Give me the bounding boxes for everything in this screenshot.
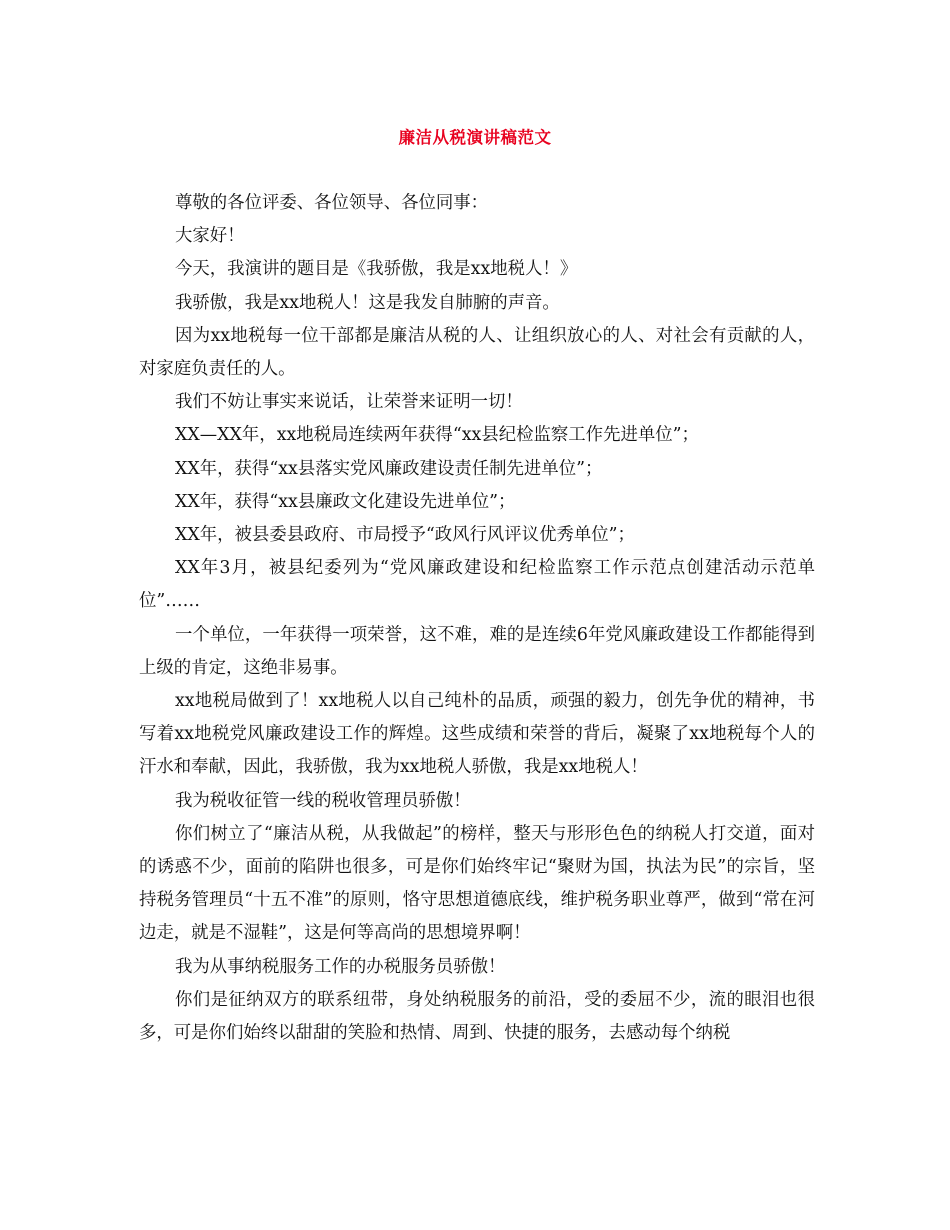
- paragraph: XX年3月，被县纪委列为“党风廉政建设和纪检监察工作示范点创建活动示范单位”……: [139, 558, 815, 612]
- paragraph: 我们不妨让事实来说话，让荣誉来证明一切！: [175, 392, 523, 413]
- document-body: [139, 187, 815, 1050]
- paragraph: 我为从事纳税服务工作的办税服务员骄傲！: [175, 956, 506, 977]
- paragraph: 大家好！: [175, 226, 245, 247]
- paragraph: xx地税局做到了！xx地税人以自己纯朴的品质，顽强的毅力，创先争优的精神，书写着xx地税党风廉政建设工作的辉煌。这些成绩和荣誉的背后，凝聚了xx地税每个人的汗水和奉献，因此，我骄傲，我为xx地税人骄傲，我是xx地税人！: [139, 691, 815, 778]
- paragraph: XX年，被县委县政府、市局授予“政风行风评议优秀单位”；: [175, 525, 635, 546]
- paragraph: XX—XX年，xx地税局连续两年获得“xx县纪检监察工作先进单位”；: [175, 425, 699, 446]
- paragraph: 今天，我演讲的题目是《我骄傲，我是xx地税人！》: [175, 259, 578, 280]
- paragraph: 我为税收征管一线的税收管理员骄傲！: [175, 790, 471, 811]
- paragraph: 尊敬的各位评委、各位领导、各位同事：: [175, 193, 489, 213]
- paragraph: 一个单位，一年获得一项荣誉，这不难，难的是连续6年党风廉政建设工作都能得到上级的肯定，这绝非易事。: [139, 624, 815, 678]
- paragraph: 因为xx地税每一位干部都是廉洁从税的人、让组织放心的人、对社会有贡献的人，对家庭负责任的人。: [139, 325, 815, 380]
- paragraph: 你们树立了“廉洁从税，从我做起”的榜样，整天与形形色色的纳税人打交道，面对的诱惑不少，面前的陷阱也很多，可是你们始终牢记“聚财为国，执法为民”的宗旨，坚持税务管理员“十五不准”的原则，恪守思想道德底线，维护税务职业尊严，做到“常在河边走，就是不湿鞋”，这是何等高尚的思想境界啊！: [139, 823, 815, 944]
- paragraph: 我骄傲，我是xx地税人！这是我发自肺腑的声音。: [175, 292, 560, 313]
- paragraph: XX年，获得“xx县廉政文化建设先进单位”；: [175, 491, 516, 512]
- paragraph: 你们是征纳双方的联系纽带，身处纳税服务的前沿，受的委屈不少，流的眼泪也很多，可是你们始终以甜甜的笑脸和热情、周到、快捷的服务，去感动每个纳税: [139, 989, 815, 1044]
- paragraph: XX年，获得“xx县落实党风廉政建设责任制先进单位”；: [175, 458, 603, 479]
- document-title: 廉洁从税演讲稿范文: [398, 128, 552, 147]
